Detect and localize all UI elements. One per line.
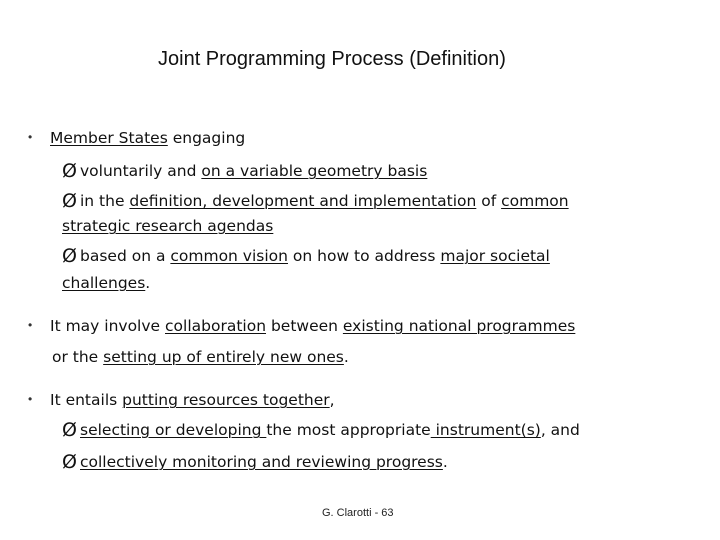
sub-bullet-1-3-continuation [62,273,150,293]
text-run: . [145,274,151,292]
bullet-marker: • [28,392,33,406]
bullet-2-continuation [52,347,349,367]
sub-bullet-3-1-text [80,420,580,440]
underlined-phrase: putting resources together [122,391,330,409]
text-run: in the [80,192,130,210]
underlined-phrase: existing national programmes [342,317,576,335]
sub-bullet-1-3-text [80,246,550,266]
underlined-phrase: instrument(s) [430,421,541,439]
arrow-bullet-icon: Ø [62,419,77,441]
slide-footer: G. Clarotti - 63 [322,507,394,519]
arrow-bullet-icon: Ø [62,451,77,473]
text-run: . [442,453,448,471]
bullet-marker: • [28,318,33,332]
arrow-bullet-icon: Ø [62,160,77,182]
text-run: of [476,192,502,210]
text-run: between [266,317,343,335]
underlined-phrase: setting up of entirely new ones [103,348,344,366]
underlined-phrase: collectively monitoring and reviewing progress [80,453,443,471]
underlined-phrase: common [501,192,569,210]
slide-title: Joint Programming Process (Definition) [158,48,506,70]
text-run: It entails [50,391,123,409]
bullet-1-text [50,128,245,148]
sub-bullet-1-1-text [80,161,427,181]
underlined-phrase: Member States [50,129,168,147]
text-run: It may involve [50,317,166,335]
text-run: on how to address [287,247,441,265]
underlined-phrase: common vision [170,247,288,265]
text-run: engaging [167,129,246,147]
text-run: based on a [80,247,171,265]
underlined-phrase: selecting or developing [80,421,267,439]
bullet-marker: • [28,130,33,144]
bullet-2-text [50,316,575,336]
text-run: voluntarily and [80,162,202,180]
underlined-phrase: major societal [440,247,550,265]
underlined-phrase: strategic research agendas [62,217,274,235]
underlined-phrase: definition, development and implementation [129,192,477,210]
underlined-phrase: collaboration [165,317,267,335]
text-run: . [343,348,349,366]
text-run: the most appropriate [266,421,431,439]
sub-bullet-3-2-text [80,452,448,472]
arrow-bullet-icon: Ø [62,245,77,267]
bullet-3-text [50,390,335,410]
text-run: , and [540,421,580,439]
text-run: , [329,391,335,409]
underlined-phrase: on a variable geometry basis [201,162,428,180]
underlined-phrase: challenges [62,274,146,292]
sub-bullet-1-2-text [80,191,569,211]
arrow-bullet-icon: Ø [62,190,77,212]
text-run: or the [52,348,104,366]
sub-bullet-1-2-continuation [62,216,273,236]
